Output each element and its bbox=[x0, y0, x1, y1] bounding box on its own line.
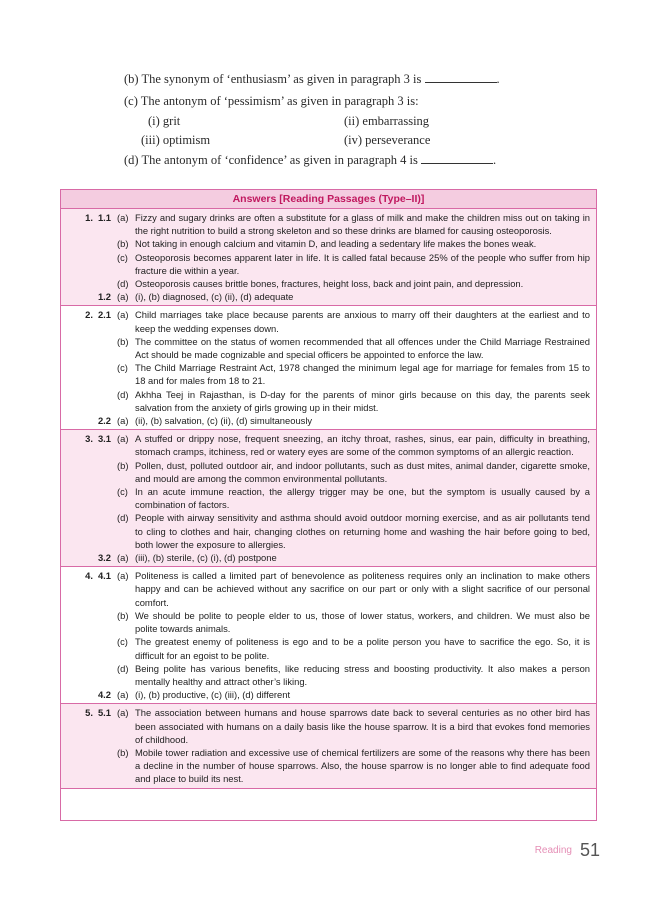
answer-row bbox=[61, 211, 596, 237]
section-number: 1. bbox=[85, 212, 93, 223]
section-number bbox=[61, 290, 95, 303]
answer-text: Child marriages take place because parents are anxious to marry off their daughters at the earliest and to keep the wedding expenses down. bbox=[135, 309, 590, 334]
answer-row bbox=[61, 237, 596, 250]
answer-letter: (c) bbox=[117, 251, 128, 263]
answer-text: In an acute immune reaction, the allergy trigger may be one, but the symptom is usually caused by a combination of factors. bbox=[135, 486, 590, 511]
answer-text: Fizzy and sugary drinks are often a substitute for a glass of milk and make the children miss out on taking in the right nutrition to build a strong skeleton and so these drinks are blamed for causing osteoporosis. bbox=[135, 212, 590, 237]
option-iv: (iv) perseverance bbox=[344, 133, 431, 147]
question-c: (c) The antonym of ‘pessimism’ as given in paragraph 3 is: bbox=[124, 94, 419, 108]
sub-number: 2.2 bbox=[97, 415, 111, 427]
answer-text: We should be polite to people elder to us, those of lower status, workers, and children. We must also be polite towards animals. bbox=[135, 609, 590, 635]
sub-number bbox=[95, 662, 117, 688]
answer-section bbox=[61, 209, 596, 306]
period: . bbox=[493, 153, 497, 167]
answer-letter: (a) bbox=[117, 212, 129, 223]
page-number: 51 bbox=[579, 840, 600, 860]
answers-sections bbox=[61, 209, 596, 789]
section-number bbox=[61, 746, 95, 786]
answer-row bbox=[61, 635, 596, 661]
answer-letter: (a) bbox=[117, 707, 129, 719]
answer-text: Politeness is called a limited part of benevolence as politeness requires only an inclination to make others happy and can be achieved without any sacrifice on our part or only with a slight sacrifice of our personal comfort. bbox=[135, 570, 590, 608]
section-number: 5. bbox=[85, 707, 93, 719]
answer-text: The association between humans and house sparrows date back to several centuries as no other bird has been associated with humans on a daily basis like the house sparrow. It is a bird that evokes fond memories of childhood. bbox=[135, 707, 590, 745]
sub-number bbox=[95, 459, 117, 485]
answer-section bbox=[61, 430, 596, 567]
question-d bbox=[124, 153, 496, 168]
section-number bbox=[61, 459, 95, 485]
footer-label: Reading bbox=[534, 845, 572, 856]
answer-row bbox=[61, 251, 596, 277]
answer-text: The committee on the status of women recommended that all offences under the Child Marriage Restrained Act should be made cognizable and special officers be appointed to enforce the law. bbox=[135, 335, 590, 361]
sub-number bbox=[95, 388, 117, 414]
answer-row bbox=[61, 569, 596, 609]
answer-letter: (b) bbox=[117, 609, 129, 621]
sub-number: 1.1 bbox=[97, 212, 111, 223]
section-number bbox=[61, 361, 95, 387]
section-number: 3. bbox=[85, 433, 93, 445]
answer-row bbox=[61, 388, 596, 414]
sub-number bbox=[95, 511, 117, 551]
sub-number: 5.1 bbox=[97, 707, 111, 719]
section-number bbox=[61, 551, 95, 564]
answer-letter: (a) bbox=[117, 689, 129, 701]
answer-text: (i), (b) productive, (c) (iii), (d) different bbox=[135, 689, 291, 701]
section-number bbox=[61, 662, 95, 688]
sub-number bbox=[95, 635, 117, 661]
sub-number: 4.2 bbox=[97, 689, 111, 701]
answer-row bbox=[61, 290, 596, 303]
answer-letter: (d) bbox=[117, 662, 129, 674]
answer-row bbox=[61, 335, 596, 361]
answer-text: A stuffed or drippy nose, frequent sneezing, an itchy throat, rashes, sinus, ear pain, difficulty in breathing, stomach cramps, itchiness, red or watery eyes are some of the common symptoms of an allergic reaction. bbox=[135, 433, 590, 458]
sub-number bbox=[95, 251, 117, 277]
sub-number bbox=[95, 335, 117, 361]
answer-row bbox=[61, 551, 596, 564]
answer-row bbox=[61, 746, 596, 786]
section-number: 4. bbox=[85, 570, 93, 582]
answer-text: The Child Marriage Restraint Act, 1978 changed the minimum legal age for marriage for females from 15 to 18 and for males from 18 to 21. bbox=[135, 362, 590, 387]
answer-letter: (d) bbox=[117, 278, 129, 290]
question-b bbox=[124, 72, 500, 87]
answer-text: Being polite has various benefits, like reducing stress and boosting productivity. It also makes a person mentally healthy and attract other’s liking. bbox=[135, 662, 590, 687]
answer-blank bbox=[421, 153, 493, 164]
answer-row bbox=[61, 308, 596, 334]
answer-blank bbox=[425, 72, 497, 83]
section-number bbox=[61, 609, 95, 635]
section-number bbox=[61, 335, 95, 361]
sub-number bbox=[95, 237, 117, 250]
sub-number bbox=[95, 609, 117, 635]
answer-letter: (d) bbox=[117, 388, 129, 400]
sub-number: 2.1 bbox=[97, 309, 111, 321]
answer-text: (iii), (b) sterile, (c) (i), (d) postpone bbox=[135, 552, 277, 564]
answer-letter: (a) bbox=[117, 415, 129, 427]
answer-section bbox=[61, 306, 596, 430]
answer-letter: (d) bbox=[117, 512, 129, 524]
section-number bbox=[61, 511, 95, 551]
answer-text: Not taking in enough calcium and vitamin D, and leading a sedentary life makes the bones weak. bbox=[135, 238, 537, 250]
answer-row bbox=[61, 511, 596, 551]
answer-letter: (a) bbox=[117, 309, 129, 321]
answer-letter: (a) bbox=[117, 433, 129, 445]
option-iii: (iii) optimism bbox=[141, 133, 211, 147]
question-d-text: (d) The antonym of ‘confidence’ as given in paragraph 4 is bbox=[124, 153, 418, 167]
sub-number bbox=[95, 361, 117, 387]
answer-text: Akhha Teej in Rajasthan, is D-day for the parents of minor girls because on this day, the parents seek salvation from the anxiety of girls growing up in their midst. bbox=[135, 388, 590, 413]
sub-number bbox=[95, 277, 117, 290]
answer-letter: (c) bbox=[117, 362, 128, 374]
option-ii: (ii) embarrassing bbox=[344, 114, 430, 128]
sub-number bbox=[95, 485, 117, 511]
sub-number: 3.2 bbox=[97, 552, 111, 564]
answer-section bbox=[61, 704, 596, 788]
answer-letter: (a) bbox=[117, 552, 129, 564]
answer-text: Pollen, dust, polluted outdoor air, and indoor pollutants, such as dust mites, animal dander, cigarette smoke, and mould are among the common environmental pollutants. bbox=[135, 459, 590, 484]
answer-letter: (a) bbox=[117, 291, 129, 303]
section-number bbox=[61, 237, 95, 250]
answer-text: Osteoporosis causes brittle bones, fractures, height loss, back and joint pain, and depression. bbox=[135, 278, 524, 290]
answer-row bbox=[61, 706, 596, 746]
answer-row bbox=[61, 662, 596, 688]
answer-text: Mobile tower radiation and excessive use of chemical fertilizers are some of the reasons why there has been a decline in the number of house sparrows. Also, the house sparrow is no longer able to find adequate food and place to build its nest. bbox=[135, 746, 590, 785]
answer-row bbox=[61, 485, 596, 511]
answer-letter: (b) bbox=[117, 335, 129, 347]
answer-row bbox=[61, 688, 596, 701]
option-i: (i) grit bbox=[148, 114, 181, 128]
answer-row bbox=[61, 414, 596, 427]
answer-text: People with airway sensitivity and asthma should avoid outdoor morning exercise, and as air pollutants tend to cling to clothes and hair, changing clothes on returning home and washing the hair before going to bed, both lower the exposure to allergies. bbox=[135, 512, 590, 550]
answers-title: Answers [Reading Passages (Type–II)] bbox=[61, 190, 596, 209]
answer-text: (ii), (b) salvation, (c) (ii), (d) simultaneously bbox=[135, 415, 313, 427]
answer-row bbox=[61, 432, 596, 458]
question-b-text: (b) The synonym of ‘enthusiasm’ as given in paragraph 3 is bbox=[124, 72, 422, 86]
sub-number: 4.1 bbox=[97, 570, 111, 582]
answer-row bbox=[61, 609, 596, 635]
section-number bbox=[61, 688, 95, 701]
section-number bbox=[61, 485, 95, 511]
answer-letter: (b) bbox=[117, 459, 129, 471]
sub-number: 3.1 bbox=[97, 433, 111, 445]
section-number: 2. bbox=[85, 309, 93, 321]
section-number bbox=[61, 277, 95, 290]
answer-text: (i), (b) diagnosed, (c) (ii), (d) adequate bbox=[135, 291, 294, 303]
answer-letter: (c) bbox=[117, 636, 128, 648]
section-number bbox=[61, 635, 95, 661]
answer-row bbox=[61, 459, 596, 485]
page-footer bbox=[535, 840, 600, 861]
answer-text: Osteoporosis becomes apparent later in life. It is called fatal because 25% of the people who suffer from hip fracture die within a year. bbox=[135, 251, 590, 276]
sub-number: 1.2 bbox=[97, 291, 111, 303]
section-number bbox=[61, 414, 95, 427]
answer-row bbox=[61, 277, 596, 290]
period: . bbox=[496, 72, 500, 86]
answer-letter: (b) bbox=[117, 238, 129, 250]
section-number bbox=[61, 251, 95, 277]
answer-letter: (c) bbox=[117, 486, 128, 498]
section-number bbox=[61, 388, 95, 414]
answer-letter: (b) bbox=[117, 746, 129, 758]
sub-number bbox=[95, 746, 117, 786]
answer-row bbox=[61, 361, 596, 387]
answers-box bbox=[60, 189, 597, 821]
answer-section bbox=[61, 567, 596, 704]
answer-text: The greatest enemy of politeness is ego and to be a polite person you have to sacrifice the ego. So, it is difficult for an egoist to be polite. bbox=[135, 636, 590, 661]
answer-letter: (a) bbox=[117, 570, 129, 582]
